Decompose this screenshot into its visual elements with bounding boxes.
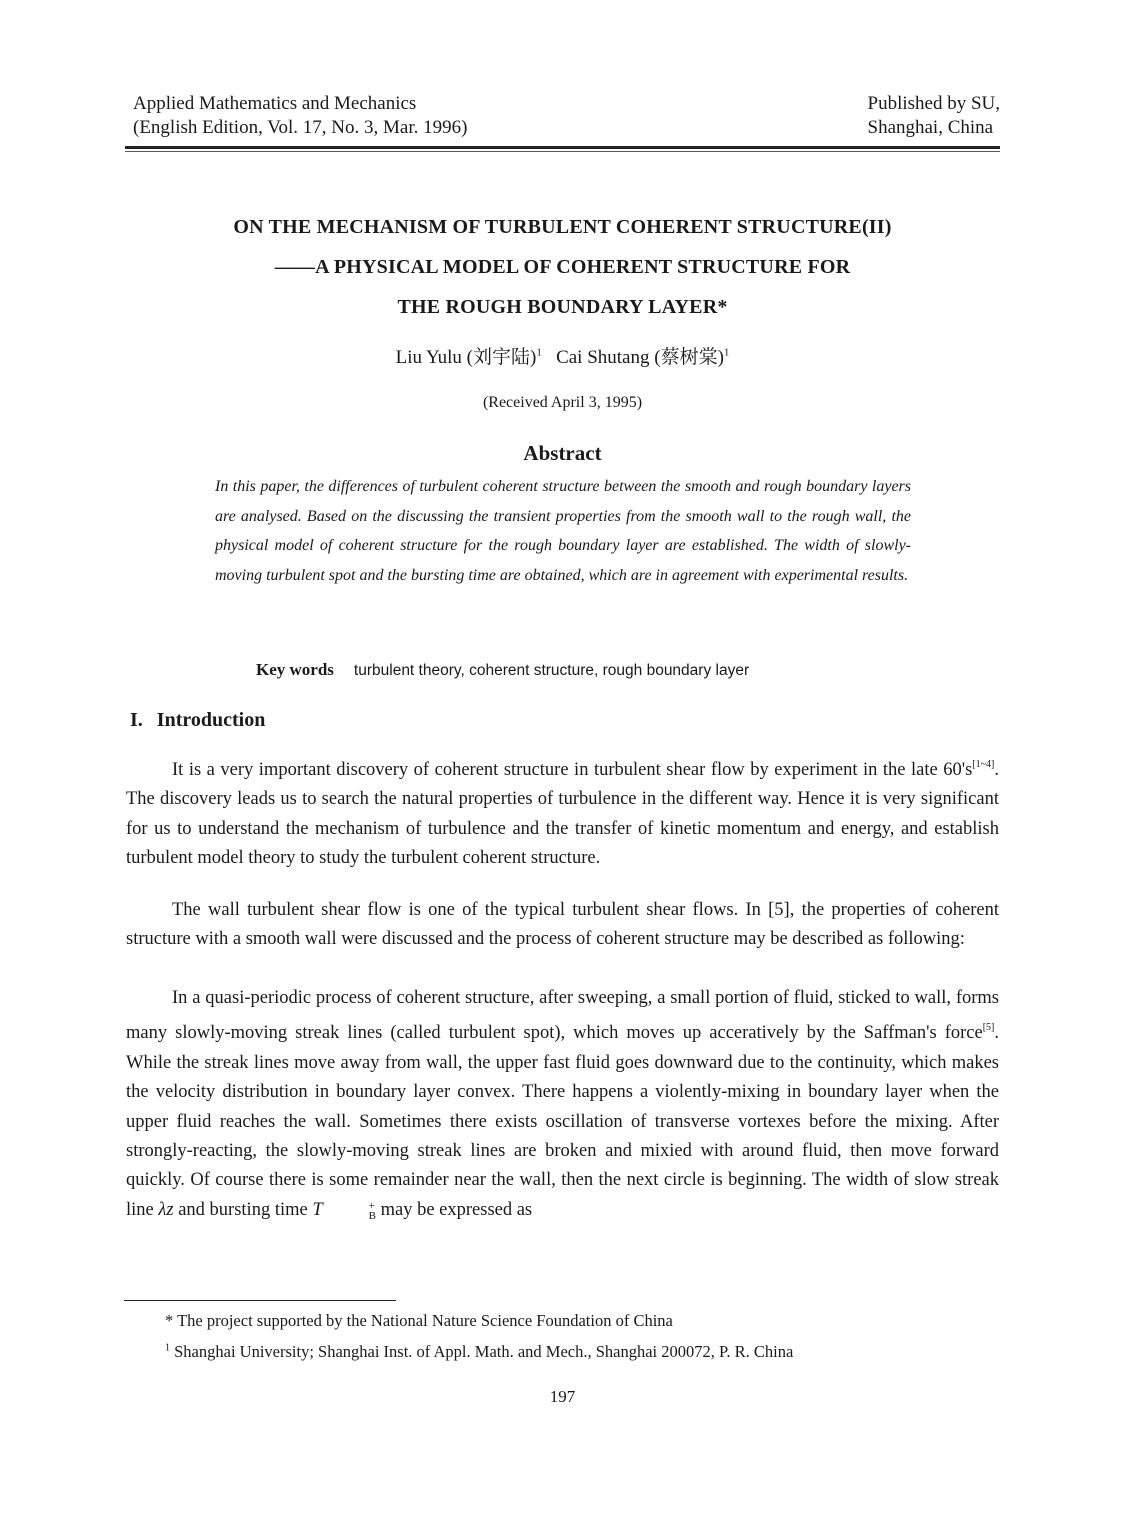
abstract-text: In this paper, the differences of turbulent coherent structure between the smooth and rough boundary layers are analysed. Based on the discussing the transient properties from the smooth wall to the rough wall, the physical model of coherent structure for the rough boundary layer are established. The width of slowly-moving turbulent spot and the bursting time are obtained, which are in agreement with experimental results. bbox=[215, 478, 911, 584]
footnote-rule bbox=[124, 1300, 396, 1301]
citation-1-4: [1~4] bbox=[972, 759, 995, 770]
publisher-location: Shanghai, China bbox=[867, 117, 994, 138]
paragraph-3-text-b: . While the streak lines move away from wall, the upper fast fluid goes downward due to the continuity, which makes the velocity distribution in boundary layer convex. There happens a violently-mixing in boundary layer when the upper fluid reaches the wall. Sometimes there exists oscillation of transverse vortexes before the mixing. After strongly-reacting, the slowly-moving streak lines are broken and mixied with around fluid, then move forward quickly. Of course there is some remainder near the wall, then the next circle is beginning. The width of slow streak line bbox=[126, 1023, 999, 1220]
paragraph-1-text-b: . The discovery leads us to search the natural properties of turbulence in the different way. Hence it is very significant for us to understand the mechanism of turbulence and the transfer of kinetic momentum and energy, and establish turbulent model theory to study the turbulent coherent structure. bbox=[126, 760, 999, 869]
paper-title bbox=[0, 207, 1125, 327]
title-line-1: ON THE MECHANISM OF TURBULENT COHERENT STRUCTURE(II) bbox=[233, 216, 892, 238]
symbol-t: T bbox=[312, 1199, 323, 1220]
paragraph-2-text: The wall turbulent shear flow is one of the typical turbulent shear flows. In [5], the properties of coherent structure with a smooth wall were discussed and the process of coherent structure may be described as following: bbox=[126, 900, 999, 950]
publisher-name: Published by SU, bbox=[867, 93, 1000, 114]
keywords-text: turbulent theory, coherent structure, rough boundary layer bbox=[353, 662, 750, 679]
symbol-lambda-z: λz bbox=[158, 1199, 174, 1220]
citation-5: [5] bbox=[982, 1022, 995, 1034]
header-rule-thick bbox=[125, 146, 1000, 149]
paragraph-1-text-a: It is a very important discovery of coherent structure in turbulent shear flow by experiment in the late 60's bbox=[172, 760, 973, 780]
symbol-t-sub: B bbox=[368, 1209, 376, 1222]
symbol-t-sup: + bbox=[368, 1199, 375, 1212]
symbol-bursting-time bbox=[312, 1200, 376, 1220]
footnote-2 bbox=[165, 1342, 793, 1362]
footnote-2-mark: 1 bbox=[165, 1342, 170, 1354]
journal-info bbox=[133, 92, 467, 140]
paragraph-3-text-c: and bursting time bbox=[173, 1199, 313, 1220]
journal-edition: (English Edition, Vol. 17, No. 3, Mar. 1996) bbox=[133, 117, 468, 138]
section-title: Introduction bbox=[156, 709, 266, 731]
footnote-1-mark: * bbox=[165, 1311, 174, 1330]
publisher-info bbox=[868, 92, 1001, 140]
paragraph-2 bbox=[126, 896, 999, 955]
keywords-label: Key words bbox=[256, 660, 334, 679]
author-list bbox=[0, 342, 1125, 369]
footnote-2-text: Shanghai University; Shanghai Inst. of Appl. Math. and Mech., Shanghai 200072, P. R. China bbox=[174, 1342, 794, 1361]
title-line-3: THE ROUGH BOUNDARY LAYER* bbox=[397, 296, 728, 318]
author-2-affiliation: 1 bbox=[723, 346, 730, 359]
paragraph-3-text-a: In a quasi-periodic process of coherent structure, after sweeping, a small portion of fluid, sticked to wall, forms many slowly-moving streak lines (called turbulent spot), which moves up acceratively by the Saffman's force bbox=[126, 988, 999, 1044]
paragraph-3-text-d: may be expressed as bbox=[375, 1199, 533, 1220]
paragraph-3 bbox=[126, 984, 999, 1225]
footnote-1-text: The project supported by the National Nature Science Foundation of China bbox=[177, 1311, 673, 1330]
journal-name: Applied Mathematics and Mechanics bbox=[133, 93, 417, 114]
paragraph-1 bbox=[126, 750, 999, 874]
abstract-heading: Abstract bbox=[523, 441, 602, 465]
header-rule-thin bbox=[125, 151, 1000, 152]
section-number: I. bbox=[130, 709, 143, 731]
page-number: 197 bbox=[549, 1387, 576, 1406]
received-date: (Received April 3, 1995) bbox=[482, 394, 643, 411]
keywords bbox=[256, 660, 749, 680]
footnote-1 bbox=[165, 1311, 673, 1331]
author-1-affiliation: 1 bbox=[536, 346, 542, 359]
title-line-2: ——A PHYSICAL MODEL OF COHERENT STRUCTURE FOR bbox=[274, 256, 851, 278]
author-1: Liu Yulu (刘宇陆) bbox=[395, 347, 537, 368]
section-heading bbox=[130, 709, 265, 732]
author-2: Cai Shutang (蔡树棠) bbox=[556, 347, 724, 368]
